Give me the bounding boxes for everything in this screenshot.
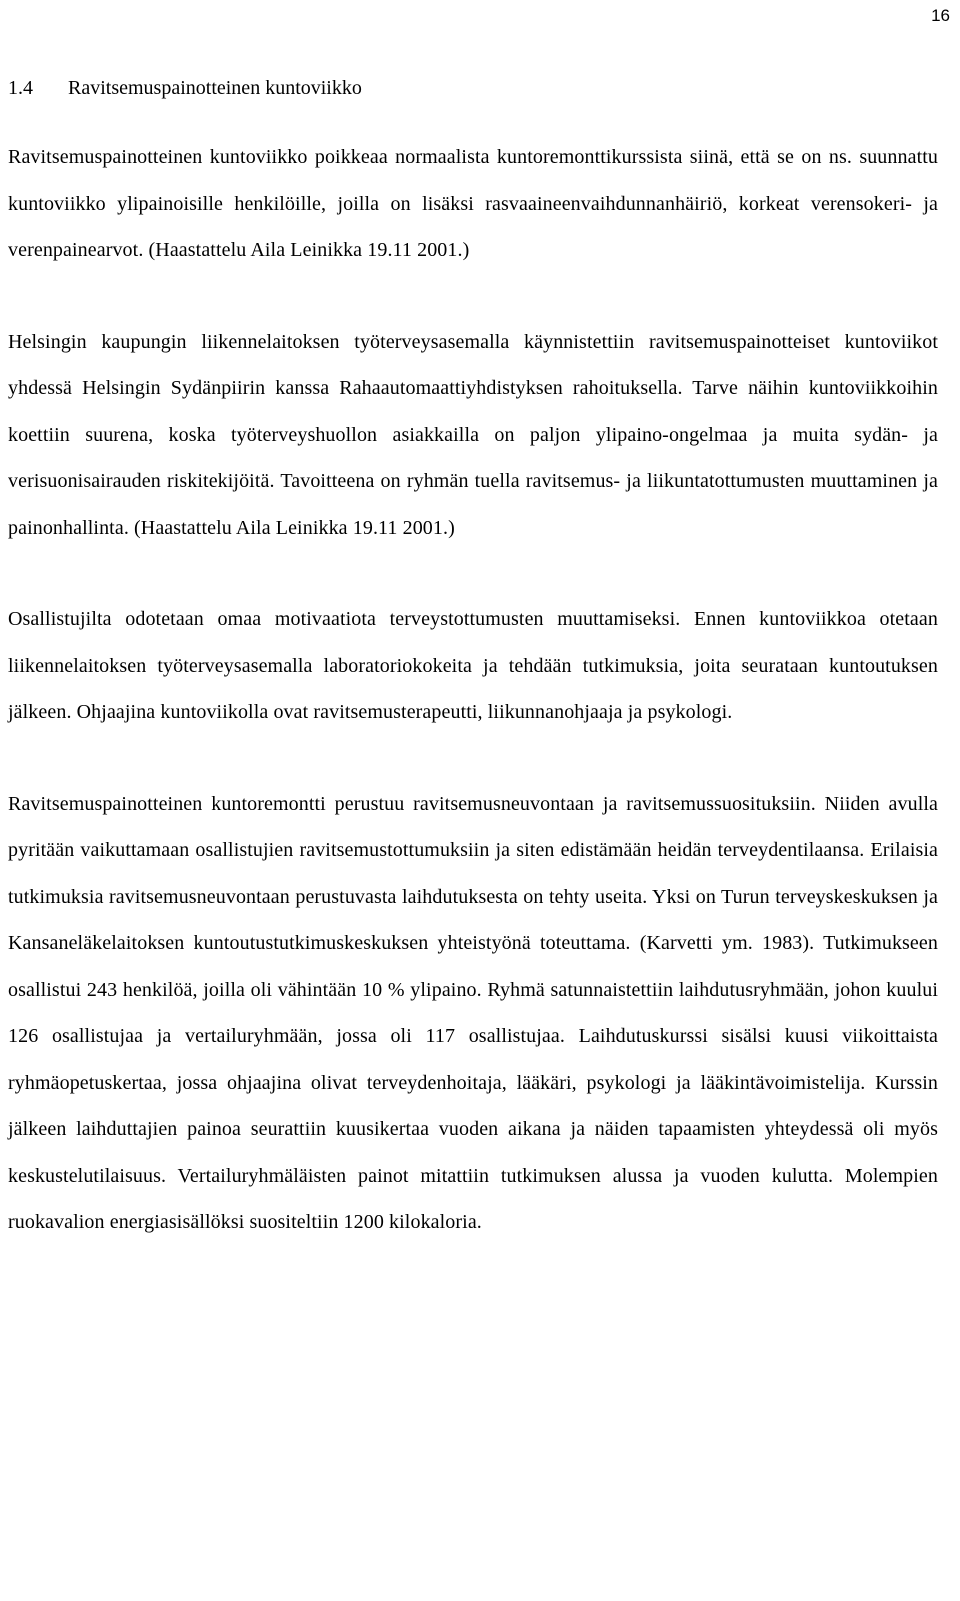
section-title: Ravitsemuspainotteinen kuntoviikko (68, 77, 362, 99)
section-heading (8, 72, 938, 104)
paragraph-3: Osallistujilta odotetaan omaa motivaatiota terveystottumusten muuttamiseksi. Ennen kuntoviikkoa otetaan liikennelaitoksen työterveysasemalla laboratoriokokeita ja tehdään tutkimuksia, joita seurataan kuntoutuksen jälkeen. Ohjaajina kuntoviikolla ovat ravitsemusterapeutti, liikunnanohjaaja ja psykologi. (8, 608, 938, 723)
page-number: 16 (931, 6, 950, 25)
paragraph-4: Ravitsemuspainotteinen kuntoremontti perustuu ravitsemusneuvontaan ja ravitsemussuosituksiin. Niiden avulla pyritään vaikuttamaan osallistujien ravitsemustottumuksiin ja siten edistämään heidän terveydentilaansa. Erilaisia tutkimuksia ravitsemusneuvontaan perustuvasta laihdutuksesta on tehty useita. Yksi on Turun terveyskeskuksen ja Kansaneläkelaitoksen kuntoutustutkimuskeskuksen yhteistyönä toteuttama. (Karvetti ym. 1983). Tutkimukseen osallistui 243 henkilöä, joilla oli vähintään 10 % ylipaino. Ryhmä satunnaistettiin laihdutusryhmään, johon kuului 126 osallistujaa ja vertailuryhmään, jossa oli 117 osallistujaa. Laihdutuskurssi sisälsi kuusi viikoittaista ryhmäopetuskertaa, jossa ohjaajina olivat terveydenhoitaja, lääkäri, psykologi ja lääkintävoimistelija. Kurssin jälkeen laihduttajien painoa seurattiin kuusikertaa vuoden aikana ja näiden tapaamisten yhteydessä oli myös keskustelutilaisuus. Vertailuryhmäläisten painot mitattiin tutkimuksen alussa ja vuoden kulutta. Molempien ruokavalion energiasisällöksi suositeltiin 1200 kilokaloria. (8, 792, 938, 1233)
document-body (8, 72, 938, 1246)
paragraph-2: Helsingin kaupungin liikennelaitoksen työterveysasemalla käynnistettiin ravitsemuspainotteiset kuntoviikot yhdessä Helsingin Sydänpiirin kanssa Rahaautomaattiyhdistyksen rahoituksella. Tarve näihin kuntoviikkoihin koettiin suurena, koska työterveyshuollon asiakkailla on paljon ylipaino-ongelmaa ja muita sydän- ja verisuonisairauden riskitekijöitä. Tavoitteena on ryhmän tuella ravitsemus- ja liikuntatottumusten muuttaminen ja painonhallinta. (Haastattelu Aila Leinikka 19.11 2001.) (8, 330, 938, 539)
paragraph-1: Ravitsemuspainotteinen kuntoviikko poikkeaa normaalista kuntoremonttikurssista siinä, että se on ns. suunnattu kuntoviikko ylipainoisille henkilöille, joilla on lisäksi rasvaaineenvaihdunnanhäiriö, korkeat verensokeri- ja verenpainearvot. (Haastattelu Aila Leinikka 19.11 2001.) (8, 146, 938, 261)
section-number: 1.4 (8, 77, 33, 99)
